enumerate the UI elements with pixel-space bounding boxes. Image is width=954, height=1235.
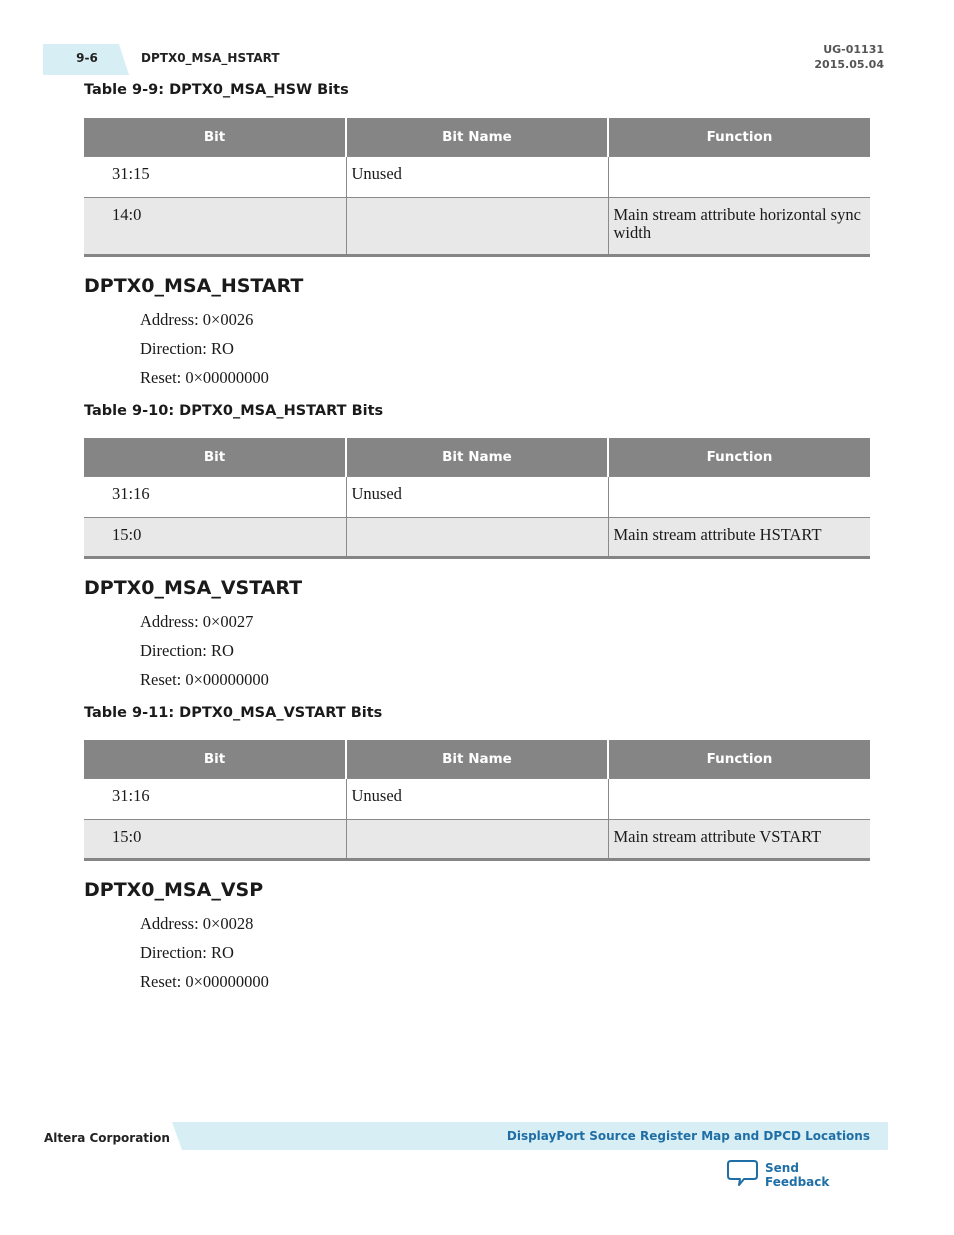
- register-reset: Reset: 0×00000000: [140, 368, 269, 387]
- doc-date: 2015.05.04: [814, 58, 884, 71]
- cell-function: Main stream attribute horizontal sync width: [608, 198, 870, 256]
- footer-chapter-link[interactable]: DisplayPort Source Register Map and DPCD Locations: [506, 1129, 870, 1143]
- register-direction: Direction: RO: [140, 339, 234, 358]
- table-row: [84, 477, 870, 518]
- register-table-hstart: [84, 438, 870, 559]
- send-feedback-link[interactable]: [727, 1157, 867, 1187]
- table-row: [84, 518, 870, 558]
- table-row: [84, 157, 870, 198]
- cell-function: [608, 779, 870, 820]
- cell-function: Main stream attribute HSTART: [608, 518, 870, 558]
- cell-bit: 31:16: [84, 477, 346, 518]
- register-address: Address: 0×0027: [140, 612, 254, 631]
- column-header-bit: Bit: [84, 118, 346, 157]
- table-row: [84, 198, 870, 256]
- cell-function: Main stream attribute VSTART: [608, 820, 870, 860]
- table-caption: Table 9-9: DPTX0_MSA_HSW Bits: [84, 82, 349, 98]
- cell-bit-name: [346, 198, 608, 256]
- cell-bit: 14:0: [84, 198, 346, 256]
- cell-bit-name: [346, 518, 608, 558]
- register-table-vstart: [84, 740, 870, 861]
- speech-bubble-icon: [727, 1159, 759, 1187]
- cell-function: [608, 157, 870, 198]
- table-header-row: [84, 740, 870, 779]
- section-heading: DPTX0_MSA_VSP: [84, 879, 264, 901]
- column-header-function: Function: [608, 740, 870, 779]
- register-address: Address: 0×0026: [140, 310, 254, 329]
- column-header-bit: Bit: [84, 740, 346, 779]
- table-caption: Table 9-10: DPTX0_MSA_HSTART Bits: [84, 403, 384, 419]
- send-feedback-label: Send Feedback: [765, 1161, 830, 1189]
- footer-company: Altera Corporation: [44, 1131, 170, 1145]
- section-heading: DPTX0_MSA_HSTART: [84, 275, 304, 297]
- column-header-function: Function: [608, 118, 870, 157]
- page-number: 9-6: [76, 51, 98, 65]
- cell-bit-name: [346, 820, 608, 860]
- column-header-bit: Bit: [84, 438, 346, 477]
- register-address: Address: 0×0028: [140, 914, 254, 933]
- cell-bit: 31:15: [84, 157, 346, 198]
- cell-bit-name: Unused: [346, 477, 608, 518]
- page-number-tab: [43, 44, 129, 75]
- register-reset: Reset: 0×00000000: [140, 670, 269, 689]
- table-header-row: [84, 118, 870, 157]
- cell-bit: 15:0: [84, 820, 346, 860]
- cell-function: [608, 477, 870, 518]
- cell-bit-name: Unused: [346, 779, 608, 820]
- table-row: [84, 779, 870, 820]
- column-header-function: Function: [608, 438, 870, 477]
- cell-bit: 31:16: [84, 779, 346, 820]
- running-title: DPTX0_MSA_HSTART: [141, 51, 280, 65]
- doc-id: UG-01131: [823, 43, 884, 56]
- register-direction: Direction: RO: [140, 943, 234, 962]
- section-heading: DPTX0_MSA_VSTART: [84, 577, 303, 599]
- table-row: [84, 820, 870, 860]
- cell-bit: 15:0: [84, 518, 346, 558]
- register-direction: Direction: RO: [140, 641, 234, 660]
- table-caption: Table 9-11: DPTX0_MSA_VSTART Bits: [84, 705, 383, 721]
- cell-bit-name: Unused: [346, 157, 608, 198]
- column-header-bit-name: Bit Name: [346, 118, 608, 157]
- column-header-bit-name: Bit Name: [346, 438, 608, 477]
- register-reset: Reset: 0×00000000: [140, 972, 269, 991]
- table-header-row: [84, 438, 870, 477]
- register-table-hsw: [84, 118, 870, 257]
- column-header-bit-name: Bit Name: [346, 740, 608, 779]
